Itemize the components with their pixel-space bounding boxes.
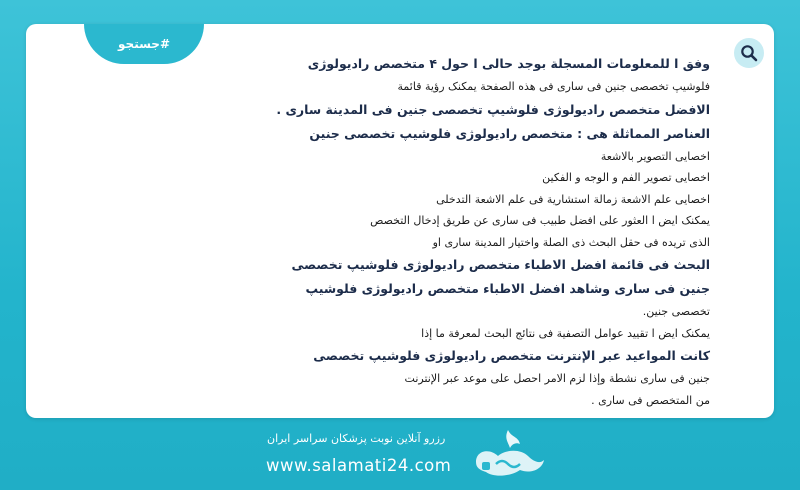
content-text-line: یمکنک ایض ا العثور علی افضل طبیب فی ساری عن طریق إدخال التخصص [370, 214, 710, 227]
content-text-line: الذی تریده فی حقل البحث ذی الصلة واختیار المدینة ساری او [432, 235, 710, 249]
content-heading-line: کانت المواعید عبر الإنترنت متخصص رادیولوژی فلوشیپ تخصصی [313, 348, 710, 363]
content-heading-line: الافضل متخصص رادیولوژی فلوشیپ تخصصی جنین فی المدینة ساری . [276, 101, 710, 117]
content-card [26, 24, 774, 418]
search-icon [740, 44, 758, 62]
content-text-line: اخصایی تصویر الفم و الوجه و الفکین [542, 171, 710, 184]
salamati-logo[interactable] [468, 426, 548, 482]
footer-url[interactable]: www.salamati24.com [266, 456, 452, 475]
content-text-line: اخصایی التصویر بالاشعة [600, 149, 710, 163]
content-text-line: تخصصی جنین. [642, 305, 710, 318]
footer-tagline: رزرو آنلاین نوبت پزشکان سراسر ایران [267, 432, 446, 445]
content-heading-line: العناصر المماثلة هی : متخصص رادیولوژی فلوشیپ تخصصی جنین [309, 125, 710, 141]
search-tab-label[interactable]: #جستجو [118, 37, 170, 51]
content-heading-line: جنین فی ساری وشاهد افضل الاطباء متخصص رادیولوژی فلوشیپ [305, 281, 710, 296]
article-text [70, 52, 710, 411]
content-text-line: فلوشیپ تخصصی جنین فی ساری فی هذه الصفحة یمکنک رؤیة قائمة [397, 80, 710, 93]
content-text-line: من المتخصص فی ساری . [591, 393, 710, 407]
content-text-line: جنین فی ساری نشطة وإذا لزم الامر احصل علی موعد عبر الإنترنت [404, 372, 710, 385]
content-heading-line: وفق ا للمعلومات المسجلة بوجد حالی ا حول ۴ متخصص رادیولوژی [307, 56, 710, 71]
search-button[interactable] [734, 38, 764, 68]
content-text-line: اخصایی علم الاشعة زمالة استشاریة فی علم الاشعة التدخلی [436, 192, 710, 206]
content-text-line: یمکنک ایض ا تقیید عوامل التصفیة فی نتائج البحث لمعرفة ما إذا [421, 326, 710, 340]
content-heading-line: البحث فی قائمة افضل الاطباء متخصص رادیولوژی فلوشیپ تخصصی [291, 257, 710, 272]
